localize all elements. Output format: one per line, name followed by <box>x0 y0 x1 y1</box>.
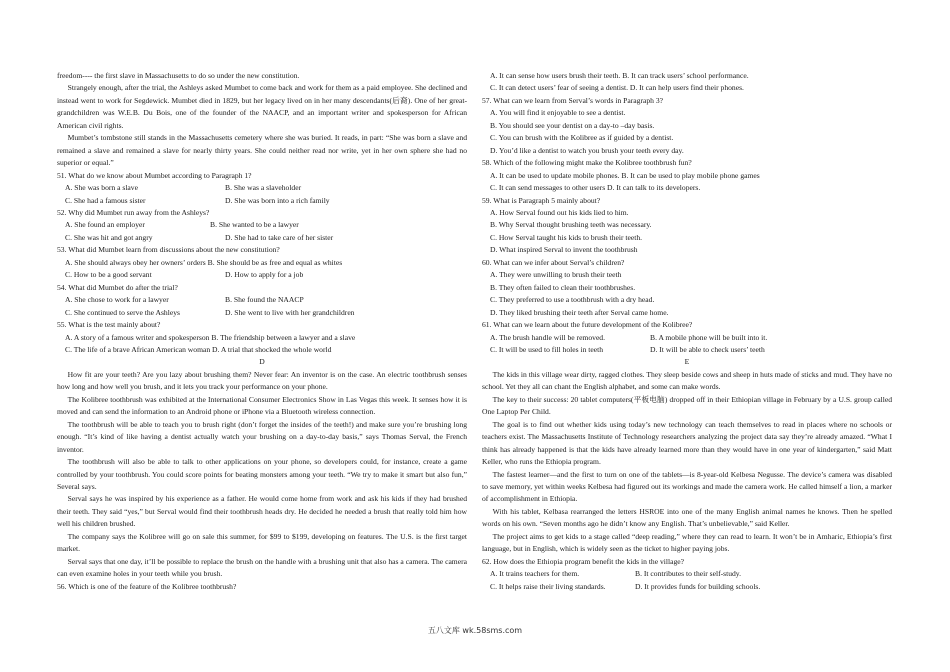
page-footer: 五八文库 wk.58sms.com <box>427 626 523 635</box>
options-row <box>57 219 467 231</box>
options-row <box>482 170 892 182</box>
options-row <box>482 344 892 356</box>
option: C. It can detect users’ fear of seeing a dentist. D. It can help users find their phones. <box>490 83 744 93</box>
question-59: 59. What is Paragraph 5 mainly about? <box>482 195 601 205</box>
question-51: 51. What do we know about Mumbet according to Paragraph 1? <box>57 170 252 180</box>
paragraph: The goal is to find out whether kids using today’s new technology can teach themselves to read in places where no schools or teachers exist. The Massachusetts Institute of Technology researchers analyzing the project data say they’re already amazed. “What I think has already happened is that the kids have already learned more than they would have in one year of kindergarten,” said Matt Keller, who runs the Ethiopia program. <box>482 419 892 467</box>
paragraph: The company says the Kolibree will go on sale this summer, for $99 to $199, developing on features. The U.S. is the first target market. <box>57 531 467 554</box>
option: B. You should see your dentist on a day-to –day basis. <box>490 120 655 130</box>
option: D. It provides funds for building schools. <box>635 581 761 591</box>
option: A. She should always obey her owners’ orders B. She should be as free and equal as whites <box>65 257 343 267</box>
option: D. It will be able to check users’ teeth <box>650 344 765 354</box>
options-row <box>57 332 467 344</box>
option: D. They liked brushing their teeth after Serval came home. <box>490 307 669 317</box>
option: B. She found the NAACP <box>225 295 304 305</box>
question-57: 57. What can we learn from Serval’s words in Paragraph 3? <box>482 95 663 105</box>
option: A. How Serval found out his kids lied to him. <box>490 207 629 217</box>
option: A. It can sense how users brush their teeth. B. It can track users’ school performance. <box>490 71 749 80</box>
paragraph: Mumbet’s tombstone still stands in the Massachusetts cemetery where she was buried. It reads, in part: “She was born a slave and remained a slave and remained a slave for nearly thirty years. She could neither read nor write, yet in her own sphere she had no superior or equal.” <box>57 133 467 168</box>
option: A. She chose to work for a lawyer <box>65 295 169 305</box>
paragraph: The toothbrush will also be able to talk to other applications on your phone, so developers could, for instance, create a game controlled by your toothbrush. You could score points for beating monsters among your teeth. “We try to make it smart but also fun,” Several says. <box>57 457 467 491</box>
option: C. How Serval taught his kids to brush their teeth. <box>490 232 643 242</box>
option: A. She found an employer <box>65 220 145 230</box>
paragraph: Serval says he was inspired by his experience as a father. He would come home from work and ask his kids if they had brushed their teeth. They said “yes,” but Serval would find their toothbrush heads dry. He decided he needed a brush that really told him how well his children brushed. <box>57 494 467 529</box>
paragraph: The kids in this village wear dirty, ragged clothes. They sleep beside cows and sheep in huts made of sticks and mud. They have no school. Yet they all can chant the English alphabet, and some can make words. <box>482 369 892 392</box>
option: C. How to be a good servant <box>65 270 152 280</box>
options-row <box>57 294 467 306</box>
section-heading-e: E <box>684 357 690 367</box>
option: A. It trains teachers for them. <box>490 569 580 579</box>
question-62: 62. How does the Ethiopia program benefit the kids in the village? <box>482 556 685 566</box>
options-row <box>482 568 892 580</box>
paragraph: The toothbrush will be able to teach you to brush right (don’t forget the insides of the teeth!) and make sure you’re brushing long enough. “It’s kind of like having a dentist actually watch your brushing on a day-to-day basis,” says Thomas Serval, the French inventor. <box>57 419 467 454</box>
option: C. It will be used to fill holes in teeth <box>490 344 604 354</box>
options-row <box>57 232 467 244</box>
option: D. She was born into a rich family <box>225 195 330 205</box>
question-61: 61. What can we learn about the future development of the Kolibree? <box>482 320 693 330</box>
options-row <box>57 269 467 281</box>
question-52: 52. Why did Mumbet run away from the Ashleys? <box>57 207 210 217</box>
question-54: 54. What did Mumbet do after the trial? <box>57 282 178 292</box>
option: C. The life of a brave African American woman D. A trial that shocked the whole world <box>65 344 332 354</box>
option: A. A story of a famous writer and spokesperson B. The friendship between a lawyer and a slave <box>65 332 356 342</box>
paragraph: The key to their success: 20 tablet computers(平板电脑) dropped off in their Ethiopian village in February by a U.S. group called One Laptop Per Child. <box>482 394 892 417</box>
question-60: 60. What can we infer about Serval’s children? <box>482 257 625 267</box>
options-row <box>482 70 892 82</box>
option: D. She went to live with her grandchildren <box>225 307 355 317</box>
option: A. The brush handle will be removed. <box>490 332 606 342</box>
option: B. It contributes to their self-study. <box>635 569 742 579</box>
question-55: 55. What is the test mainly about? <box>57 320 161 330</box>
paragraph: freedom---- the first slave in Massachusetts to do so under the new constitution. <box>57 71 300 80</box>
options-row <box>57 182 467 194</box>
option: A. You will find it enjoyable to see a dentist. <box>490 108 626 118</box>
option: A. It can be used to update mobile phones. B. It can be used to play mobile phone games <box>490 170 760 180</box>
options-row <box>57 257 467 269</box>
option: B. She wanted to be a lawyer <box>210 220 299 230</box>
option: C. It helps raise their living standards. <box>490 581 606 591</box>
option: D. You’d like a dentist to watch you brush your teeth every day. <box>490 145 684 155</box>
paragraph: Serval says that one day, it’ll be possible to replace the brush on the handle with a brushing unit that also has a camera. The camera can even examine holes in your teeth while you brush. <box>57 556 467 579</box>
option: B. She was a slaveholder <box>225 183 302 193</box>
option: D. What inspired Serval to invent the toothbrush <box>490 245 638 255</box>
options-row <box>482 182 892 194</box>
option: C. She had a famous sister <box>65 195 146 205</box>
option: C. It can send messages to other users D. It can talk to its developers. <box>490 183 701 193</box>
option: C. They preferred to use a toothbrush with a dry head. <box>490 295 655 305</box>
options-row <box>57 195 467 207</box>
paragraph: With his tablet, Kelbasa rearranged the letters HSROE into one of the many English animal names he knows. Then he spelled words on his own. “Seven months ago he didn’t know any English. That’s unbelievable,” said Keller. <box>482 506 892 529</box>
question-56: 56. Which is one of the feature of the Kolibree toothbrush? <box>57 581 237 591</box>
option: C. You can brush with the Kolibree as if guided by a dentist. <box>490 133 674 143</box>
paragraph: The fastest learner—and the first to turn on one of the tablets—is 8-year-old Kelbesa Negusse. The device’s camera was disabled to save memory, yet within weeks Kelbesa had figured out its workings and made the camera work. He called himself a lion, a marker of accomplishment in Ethiopia. <box>482 469 892 504</box>
paragraph: The Kolibree toothbrush was exhibited at the International Consumer Electronics Show in Las Vegas this week. It senses how it is moved and can send the information to an Android phone or iPhone via a Bluetooth wireless connection. <box>57 394 467 417</box>
option: A. They were unwilling to brush their teeth <box>490 270 622 280</box>
option: C. She was hit and got angry <box>65 232 153 242</box>
option: A. She was born a slave <box>65 183 138 193</box>
option: B. Why Serval thought brushing teeth was necessary. <box>490 220 652 230</box>
option: D. How to apply for a job <box>225 270 304 280</box>
paragraph: How fit are your teeth? Are you lazy about brushing them? Never fear: An inventor is on the case. An electric toothbrush senses how long and how well you brush, and it lets you track your performance on your phone. <box>57 369 467 392</box>
section-heading-d: D <box>259 357 265 367</box>
options-row <box>57 307 467 319</box>
options-row <box>482 581 892 593</box>
paragraph: Strangely enough, after the trial, the Ashleys asked Mumbet to come back and work for them as a paid employee. She declined and instead went to work for Segdewick. Mumbet died in 1829, but her legacy lived on in her many descendants(后裔). One of her great-grandchildren was W.E.B. Du Bois, one of the founder of the NAACP, and an important writer and spokesperson for African American civil rights. <box>57 83 467 130</box>
options-row <box>482 332 892 344</box>
option: C. She continued to serve the Ashleys <box>65 307 180 317</box>
option: B. They often failed to clean their toothbrushes. <box>490 282 636 292</box>
paragraph: The project aims to get kids to a stage called “deep reading,” where they can read to learn. It won’t be in Amharic, Ethiopia’s first language, but in English, which is widely seen as the ticket to higher paying jobs. <box>482 531 892 554</box>
options-row <box>482 82 892 94</box>
left-column <box>57 70 467 593</box>
question-58: 58. Which of the following might make the Kolibree toothbrush fun? <box>482 158 692 168</box>
options-row <box>57 344 467 356</box>
option: B. A mobile phone will be built into it. <box>650 332 768 342</box>
option: D. She had to take care of her sister <box>225 232 334 242</box>
question-53: 53. What did Mumbet learn from discussions about the new constitution? <box>57 245 280 255</box>
right-column <box>482 70 892 593</box>
